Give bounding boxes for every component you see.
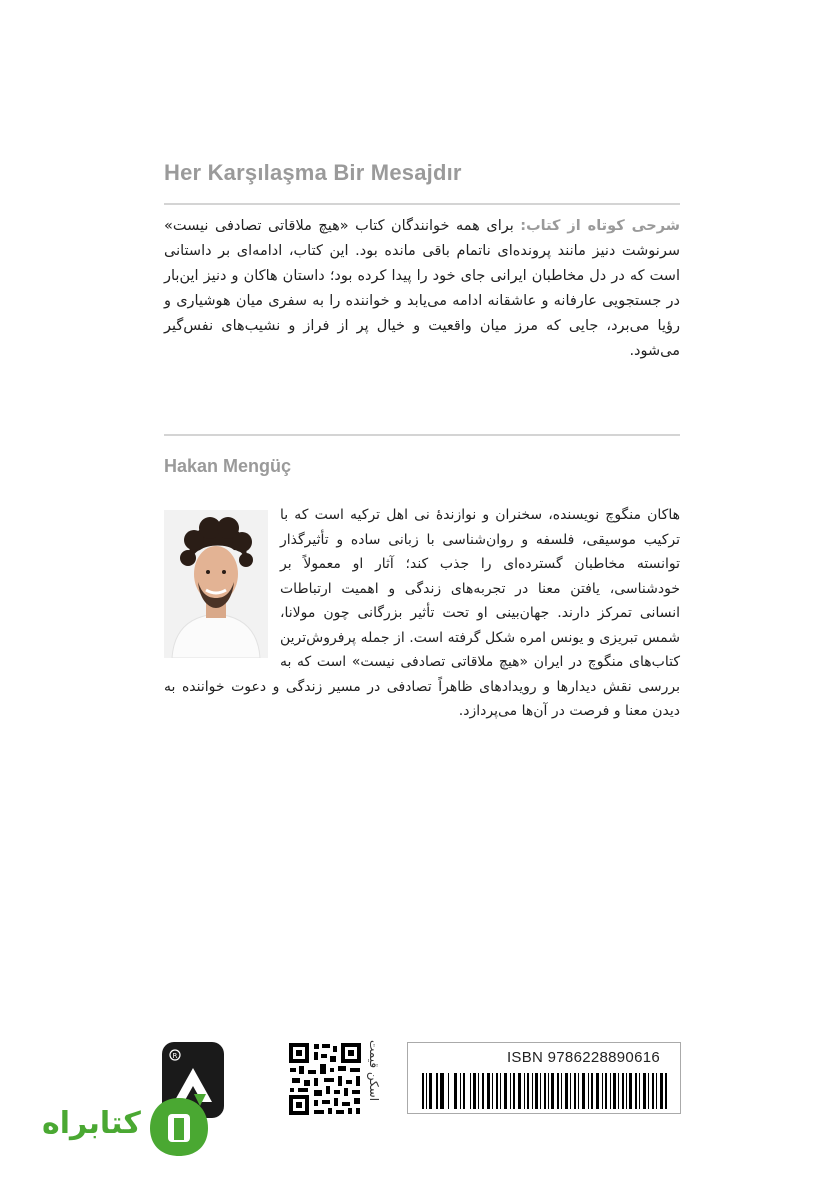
synopsis-text: برای همه خوانندگان کتاب «هیچ ملاقاتی تصادفی نیست» سرنوشت دنیز مانند پرونده‌ای ناتمام باقی مانده بود. این کتاب، ادامه‌ای بر داستانی است که در دل مخاطبان ایرانی جای خود را پیدا کرده بود؛ داستان هاکان و دنیز این‌بار در جستجویی عارفانه و عاشقانه ادامه می‌یابد و خواننده را به سفری میان هوشیاری و رؤیا می‌برد، جایی که مرز میان واقعیت و خیال پر از فراز و نشیب‌های نفس‌گیر می‌شود. — [164, 218, 680, 359]
divider-middle — [164, 434, 680, 436]
price-qr-code[interactable] — [288, 1042, 362, 1116]
watermark-text: کتابراه — [42, 1106, 141, 1141]
qr-code-icon — [288, 1042, 362, 1116]
ketabrah-logo-icon — [148, 1092, 210, 1158]
divider-top — [164, 203, 680, 205]
synopsis-label: شرحی کوتاه از کتاب: — [520, 218, 681, 234]
author-photo — [164, 510, 268, 658]
author-portrait-icon — [164, 510, 268, 658]
isbn-barcode-box — [407, 1042, 681, 1114]
author-name: Hakan Mengüç — [164, 456, 292, 476]
barcode-icon — [420, 1073, 670, 1109]
watermark-logo — [148, 1092, 210, 1158]
qr-label: اسکن قیمت — [367, 1040, 381, 1102]
author-bio-text: هاکان منگوچ نویسنده، سخنران و نوازندهٔ نی اهل ترکیه است که با ترکیب موسیقی، فلسفه و روان‌شناسی با زبانی ساده و تأثیرگذار توانسته مخاطبان گسترده‌ای را جذب کند؛ آثار او معمولاً بر خودشناسی، یافتن معنا در تجربه‌های زندگی و اهمیت ارتباطات انسانی تمرکز دارند. جهان‌بینی او تحت تأثیر بزرگانی چون مولانا، شمس تبریزی و یونس امره شکل گرفته است. از جمله پرفروش‌ترین کتاب‌های منگوچ در ایران «هیچ ملاقاتی تصادفی نیست» است که به بررسی نقش دیدارها و رویدادهای ظاهراً تصادفی در مسیر زندگی و دعوت خواننده به دیدن معنا و فرصت در آن‌ها می‌پردازد. — [164, 507, 680, 719]
svg-text:R: R — [172, 1052, 178, 1060]
isbn-text: ISBN 9786228890616 — [506, 1049, 660, 1066]
synopsis-paragraph — [164, 214, 680, 364]
book-title: Her Karşılaşma Bir Mesajdır — [164, 160, 462, 185]
